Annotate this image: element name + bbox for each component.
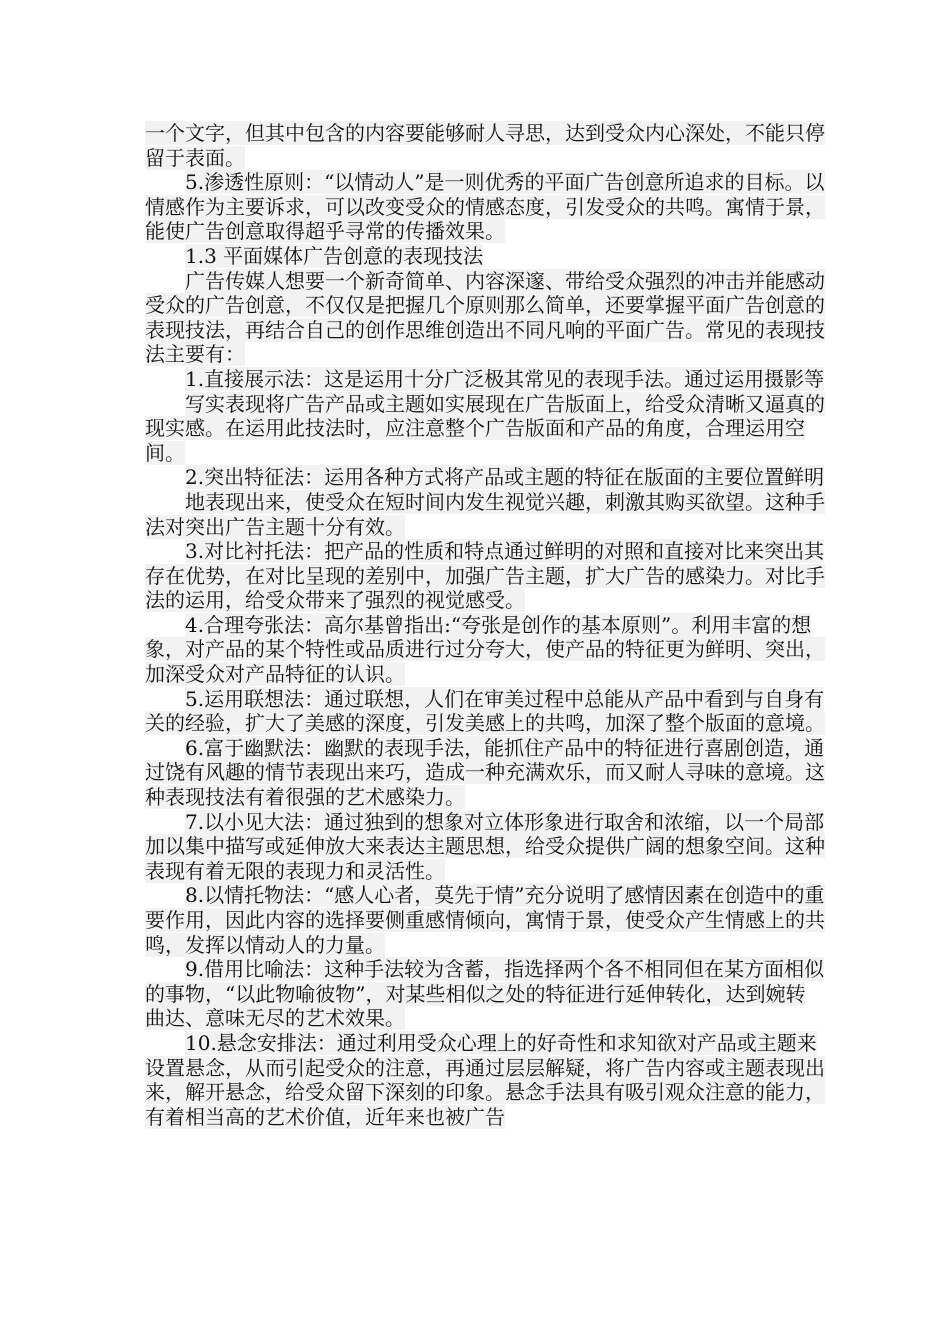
paragraph-small-to-large <box>145 810 825 884</box>
paragraph-text: 1.直接展示法：这是运用十分广泛极其常见的表现手法。通过运用摄影等 <box>185 366 825 391</box>
paragraph-highlight-feature <box>145 465 825 490</box>
paragraph-text: 广告传媒人想要一个新奇简单、内容深邃、带给受众强烈的冲击并能感动受众的广告创意，不仅仅是把握几个原则那么简单，还要掌握平面广告创意的表现技法，再结合自己的创作思维创造出不同凡响的平面广告。常见的表现技法主要有： <box>145 268 825 367</box>
paragraph-text: 一个文字，但其中包含的内容要能够耐人寻思，达到受众内心深处，不能只停留于表面。 <box>145 121 825 170</box>
paragraph-text: 3.对比衬托法：把产品的性质和特点通过鲜明的对照和直接对比来突出其存在优势，在对比呈现的差别中，加强广告主题，扩大广告的感染力。对比手法的运用，给受众带来了强烈的视觉感受。 <box>145 539 825 613</box>
paragraph-text: 7.以小见大法：通过独到的想象对立体形象进行取舍和浓缩，以一个局部加以集中描写或延伸放大来表达主题思想，给受众提供广阔的想象空间。这种表现有着无限的表现力和灵活性。 <box>145 809 825 883</box>
paragraph-penetration-principle <box>145 170 825 244</box>
section-heading-text: 1.3 平面媒体广告创意的表现技法 <box>185 243 484 268</box>
paragraph-direct-display <box>145 367 825 392</box>
paragraph-text: 8.以情托物法：“感人心者，莫先于情”充分说明了感情因素在创造中的重要作用，因此内容的选择要侧重感情倾向，寓情于景，使受众产生情感上的共鸣，发挥以情动人的力量。 <box>145 883 825 957</box>
paragraph-association <box>145 687 825 736</box>
section-heading-1-3 <box>145 244 825 269</box>
paragraph-highlight-feature-cont <box>145 490 825 539</box>
paragraph-metaphor <box>145 957 825 1031</box>
paragraph-continuation <box>145 121 825 170</box>
document-body <box>145 121 825 1129</box>
paragraph-text: 2.突出特征法：运用各种方式将产品或主题的特征在版面的主要位置鲜明 <box>185 465 825 490</box>
paragraph-humor <box>145 736 825 810</box>
paragraph-text: 5.运用联想法：通过联想，人们在审美过程中总能从产品中看到与自身有关的经验，扩大了美感的深度，引发美感上的共鸣，加深了整个版面的意境。 <box>145 686 825 736</box>
paragraph-text: 地表现出来，使受众在短时间内发生视觉兴趣，刺激其购买欲望。这种手法对突出广告主题十分有效。 <box>145 489 825 539</box>
paragraph-text: 6.富于幽默法：幽默的表现手法，能抓住产品中的特征进行喜剧创造，通过饶有风趣的情节表现出来巧，造成一种充满欢乐，而又耐人寻味的意境。这种表现技法有着很强的艺术感染力。 <box>145 735 825 810</box>
paragraph-intro-techniques <box>145 269 825 367</box>
paragraph-text: 10.悬念安排法：通过利用受众心理上的好奇性和求知欲对产品或主题来设置悬念，从而引起受众的注意，再通过层层解疑，将广告内容或主题表现出来，解开悬念，给受众留下深刻的印象。悬念手法具有吸引观众注意的能力，有着相当高的艺术价值，近年来也被广告 <box>145 1030 825 1129</box>
paragraph-exaggeration <box>145 613 825 687</box>
paragraph-emotion <box>145 883 825 957</box>
paragraph-text: 9.借用比喻法：这种手法较为含蓄，指选择两个各不相同但在某方面相似的事物，“以此物喻彼物”，对某些相似之处的特征进行延伸转化，达到婉转曲达、意味无尽的艺术效果。 <box>145 957 825 1031</box>
paragraph-text: 4.合理夸张法：高尔基曾指出:“夸张是创作的基本原则”。利用丰富的想象，对产品的某个特性或品质进行过分夸大，使产品的特征更为鲜明、突出，加深受众对产品特征的认识。 <box>145 612 825 687</box>
paragraph-text: 5.渗透性原则：“以情动人”是一则优秀的平面广告创意所追求的目标。以情感作为主要诉求，可以改变受众的情感态度，引发受众的共鸣。寓情于景，能使广告创意取得超乎寻常的传播效果。 <box>145 170 825 244</box>
paragraph-text: 写实表现将广告产品或主题如实展现在广告版面上，给受众清晰又逼真的现实感。在运用此技法时，应注意整个广告版面和产品的角度，合理运用空间。 <box>145 391 825 465</box>
paragraph-direct-display-cont <box>145 392 825 466</box>
paragraph-contrast <box>145 539 825 613</box>
paragraph-suspense <box>145 1031 825 1129</box>
